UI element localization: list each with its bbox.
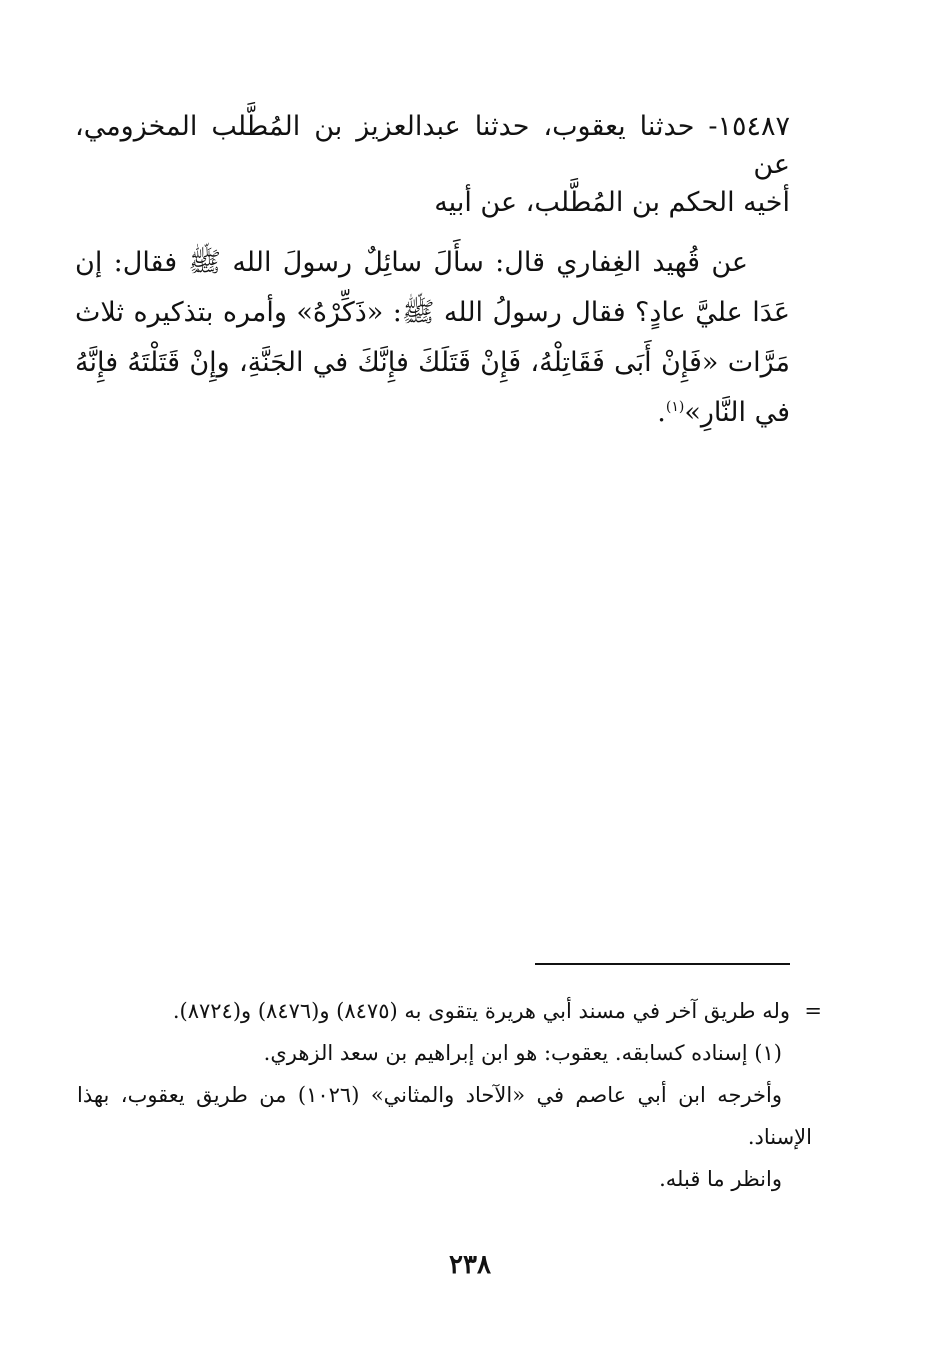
matn-text: عن قُهيد الغِفاري قال: سأَلَ سائِلٌ رسولَ الله ﷺ فقال: إن عَدَا عليَّ عادٍ؟ فقال رسولُ الله ﷺ: «ذَكِّرْهُ» وأمره بتذكيره ثلاث مَرَّات «فَإِنْ أَبَى فَقَاتِلْهُ، فَإِنْ قَتَلَكَ فإِنَّكَ في الجَنَّةِ، وإِنْ قَتَلْتَهُ فإِنَّهُ في النَّارِ» [75, 247, 790, 428]
matn-end-punctuation: . [657, 397, 666, 428]
footnote-1-line-1: (١) إسناده كسابقه. يعقوب: هو ابن إبراهيم بن سعد الزهري. [263, 1041, 782, 1065]
isnad-line-2: أخيه الحكم بن المُطَّلب، عن أبيه [434, 187, 790, 218]
footnote-reference: (١) [665, 399, 685, 415]
footnote-1-line-2: وأخرجه ابن أبي عاصم في «الآحاد والمثاني» (١٠٢٦) من طريق يعقوب، بهذا الإسناد. [77, 1083, 812, 1149]
footnote-1-line-3: وانظر ما قبله. [659, 1167, 782, 1191]
page-number: ٢٣٨ [449, 1250, 491, 1280]
hadith-text [75, 108, 790, 438]
footnotes [77, 990, 822, 1200]
continuation-mark: = [804, 999, 822, 1023]
matn-paragraph [75, 238, 790, 438]
footnote-separator [535, 963, 790, 965]
isnad-line-1: ١٥٤٨٧- حدثنا يعقوب، حدثنا عبدالعزيز بن المُطَّلب المخزومي، عن [75, 111, 790, 180]
footnote-continuation-text: وله طريق آخر في مسند أبي هريرة يتقوى به (٨٤٧٥) و(٨٤٧٦) و(٨٧٢٤). [172, 999, 790, 1023]
footnote-continuation [77, 990, 822, 1032]
